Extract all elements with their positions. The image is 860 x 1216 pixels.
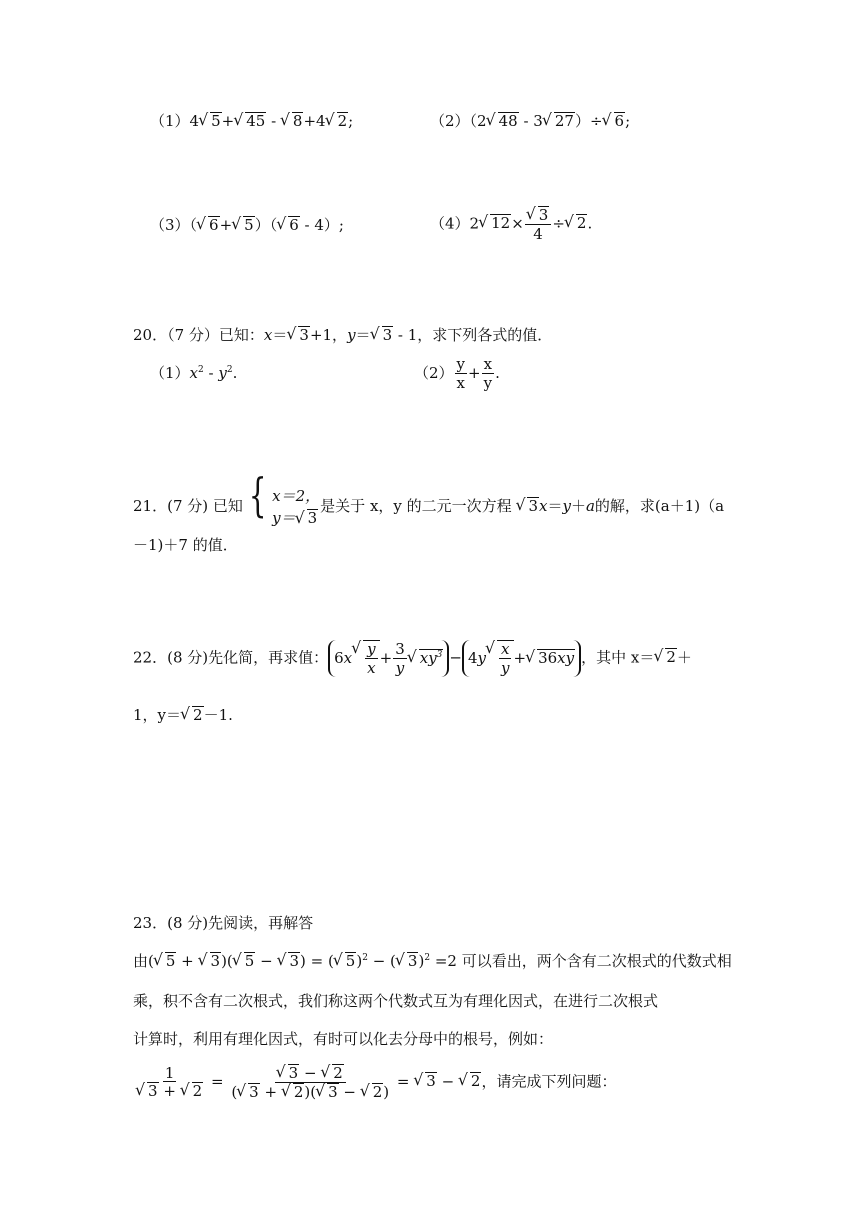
expression-bracket-1: 6x √ $\frac{y}{x}$ + $\frac{3}{y}$ √ $xy^3$ <box>328 640 449 677</box>
problem-21-stem: 21．(7 分) 已知 { x＝2， y＝√ 3 是关于 x，y 的二元一次方程 √ 3x＝y＋a的解，求(a＋1)（a <box>133 472 724 530</box>
problem-22-stem: 22．(8 分)先化简，再求值： 6x √ $\frac{y}{x}$ + $\frac{3}{y}$ √ $xy^3 - 4y$ √ $\frac{x}{y}$ +√ 36xy ，其中 x＝√ 2＋ <box>133 640 692 677</box>
problem-19-item-4: （4）2√ 12× √ $\frac{3}{4}$ ÷√ 2. <box>430 206 592 243</box>
problem-23-para-1: 由(√ 5 + √ 3)(√ 5 − √ 3) = (√ 5)$^2$ − (√ 3)$^2$ =2 可以看出，两个含有二次根式的代数式相 <box>133 952 732 970</box>
problem-23-heading: 23．(8 分)先阅读，再解答 <box>133 914 314 932</box>
expression-bracket-2: 4y √ $\frac{x}{y}$ +√ 36xy <box>462 640 581 677</box>
problem-22-line-2: 1，y＝√ 2－1. <box>133 706 233 724</box>
problem-21-line-2: －1)＋7 的值． <box>133 536 238 554</box>
problem-23-para-3: 计算时，利用有理化因式，有时可以化去分母中的根号，例如： <box>133 1030 554 1048</box>
problem-20-stem: 20．（7 分）已知：x＝√ 3+1，y＝√ 3 - 1，求下列各式的值． <box>133 326 552 344</box>
problem-20-sub-2: （2） $\frac{y}{x}$ + $\frac{x}{y}$ . <box>414 355 500 392</box>
problem-23-example: 1 √ 3 + √ 2 = √ $\frac{3 - √ 2}{(√ 3 + √ 2)(√ 3 - √ 2)}$ = √ 3 − √ 2，请完成下列问题： <box>133 1064 616 1101</box>
equation-system: x＝2， y＝√ 3 <box>272 485 320 530</box>
system-brace: { <box>248 468 267 522</box>
problem-19-item-3: （3）（√ 6+√ 5）（√ 6 - 4）; <box>150 216 344 234</box>
problem-19-item-1: （1）4√ 5+√ 45 - √ 8+4√ 2; <box>150 112 353 130</box>
problem-20-sub-1: $(1)x^2 - y^2$. <box>150 364 238 382</box>
problem-23-para-2: 乘，积不含有二次根式，我们称这两个代数式互为有理化因式，在进行二次根式 <box>133 992 659 1010</box>
problem-19-item-2: （2）（2√ 48 - 3√ 27）÷√ 6; <box>430 112 630 130</box>
